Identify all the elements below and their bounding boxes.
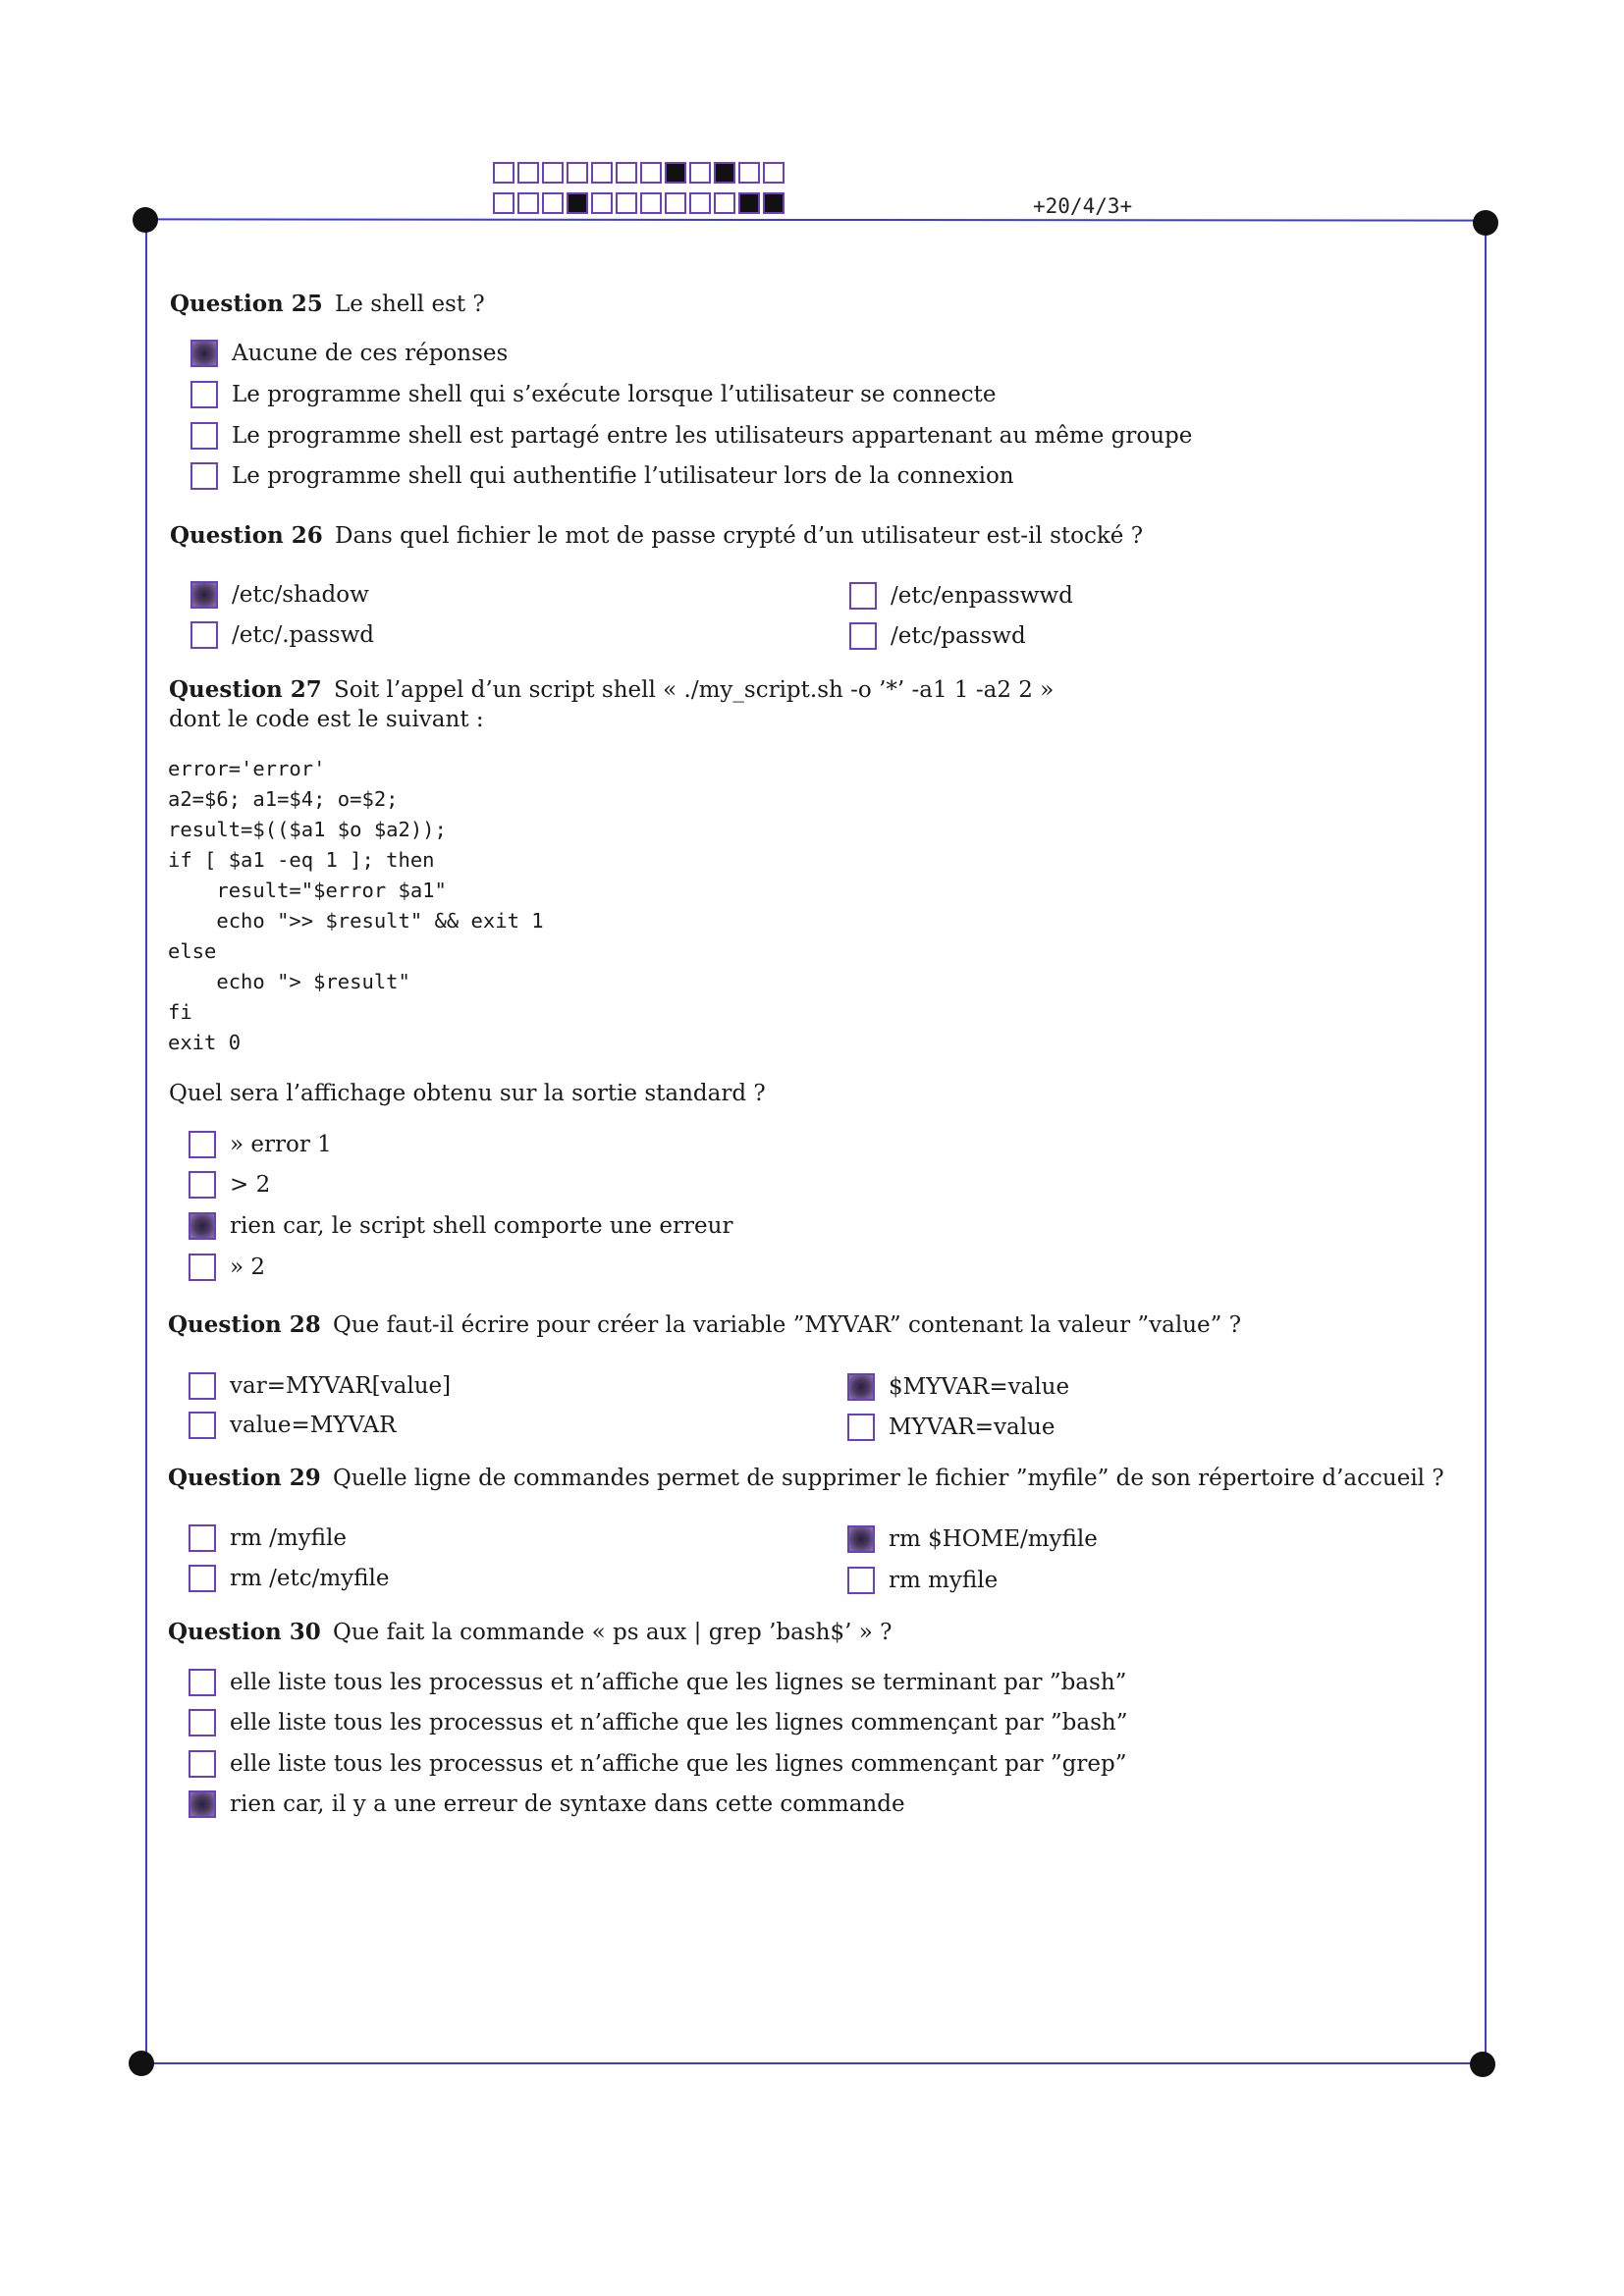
frame-right-line — [1485, 221, 1487, 2062]
option-label: rien car, le script shell comporte une erreur — [230, 1213, 733, 1239]
page-id: +20/4/3+ — [1033, 194, 1133, 218]
id-box-empty — [542, 192, 564, 214]
question-text: Que fait la commande « ps aux | grep ’bash$’ » ? — [333, 1620, 893, 1645]
checkbox[interactable] — [189, 1254, 216, 1281]
answer-option[interactable] — [189, 1254, 265, 1281]
checkbox[interactable] — [847, 1414, 875, 1441]
option-label: > 2 — [230, 1172, 271, 1198]
option-label: /etc/.passwd — [232, 622, 374, 648]
frame-left-line — [145, 221, 147, 2062]
answer-option[interactable] — [189, 1524, 347, 1552]
option-label: Le programme shell qui s’exécute lorsque l’utilisateur se connecte — [232, 382, 997, 407]
answer-option[interactable] — [849, 622, 1026, 650]
checkbox-checked[interactable] — [847, 1373, 875, 1401]
answer-option[interactable] — [189, 1412, 396, 1439]
id-box-empty — [763, 162, 785, 184]
id-box-filled — [763, 192, 785, 214]
question-27-continuation: dont le code est le suivant : — [169, 707, 484, 732]
frame-top-line — [145, 218, 1489, 221]
answer-option[interactable] — [190, 462, 1014, 490]
option-label: /etc/passwd — [891, 623, 1026, 649]
option-label: value=MYVAR — [230, 1413, 397, 1438]
question-number: Question 25 — [170, 291, 323, 317]
question-number: Question 26 — [170, 522, 323, 549]
code-block: error='error' a2=$6; a1=$4; o=$2; result=$(($a1 $o $a2)); if [ $a1 -eq 1 ]; then result="$error $a1" echo ">> $result" && exit 1 else echo "> $result" fi exit 0 — [168, 757, 544, 1054]
option-label: var=MYVAR[value] — [230, 1373, 452, 1399]
question-28-title — [168, 1311, 1241, 1338]
question-25-title — [170, 291, 485, 317]
option-label: $MYVAR=value — [889, 1374, 1070, 1400]
question-text: Soit l’appel d’un script shell « ./my_script.sh -o ’*’ -a1 1 -a2 2 » — [334, 677, 1055, 703]
id-box-empty — [517, 192, 539, 214]
checkbox[interactable] — [849, 582, 877, 610]
id-box-empty — [616, 162, 637, 184]
question-text: Que faut-il écrire pour créer la variable ”MYVAR” contenant la valeur ”value” ? — [333, 1312, 1242, 1338]
id-box-filled — [665, 162, 686, 184]
answer-option[interactable] — [189, 1790, 905, 1818]
answer-option[interactable] — [847, 1567, 998, 1594]
question-number: Question 30 — [168, 1619, 321, 1645]
answer-option[interactable] — [189, 1171, 270, 1199]
option-label: » 2 — [230, 1255, 266, 1280]
id-box-empty — [640, 162, 662, 184]
question-27-prompt: Quel sera l’affichage obtenu sur la sortie standard ? — [169, 1081, 766, 1106]
corner-marker-bottom-right — [1470, 2052, 1495, 2077]
option-label: MYVAR=value — [889, 1415, 1056, 1440]
question-number: Question 27 — [169, 676, 322, 703]
id-box-empty — [616, 192, 637, 214]
id-box-empty — [591, 162, 613, 184]
checkbox[interactable] — [189, 1131, 216, 1158]
id-box-empty — [542, 162, 564, 184]
question-text: Le shell est ? — [335, 292, 485, 317]
answer-option[interactable] — [189, 1565, 389, 1592]
answer-option[interactable] — [189, 1131, 332, 1158]
option-label: rm myfile — [889, 1568, 999, 1593]
id-box-empty — [517, 162, 539, 184]
checkbox-checked[interactable] — [847, 1525, 875, 1553]
question-number: Question 29 — [168, 1465, 321, 1491]
checkbox[interactable] — [190, 462, 218, 490]
answer-option[interactable] — [849, 582, 1073, 610]
id-box-empty — [493, 162, 514, 184]
corner-marker-top-left — [133, 207, 158, 233]
option-label: Le programme shell qui authentifie l’utilisateur lors de la connexion — [232, 463, 1014, 489]
answer-option[interactable] — [190, 621, 374, 649]
checkbox[interactable] — [189, 1372, 216, 1400]
option-label: /etc/shadow — [232, 582, 369, 608]
option-label: elle liste tous les processus et n’affiche que les lignes se terminant par ”bash” — [230, 1670, 1127, 1695]
question-30-title — [168, 1619, 892, 1645]
question-29-title — [168, 1465, 1444, 1491]
answer-option[interactable] — [189, 1212, 732, 1240]
option-label: » error 1 — [230, 1132, 332, 1157]
id-box-filled — [738, 192, 760, 214]
id-box-empty — [689, 192, 711, 214]
answer-option[interactable] — [189, 1709, 1128, 1736]
frame-bottom-line — [141, 2062, 1485, 2064]
answer-option[interactable] — [847, 1525, 1098, 1553]
checkbox[interactable] — [189, 1750, 216, 1778]
option-label: rm $HOME/myfile — [889, 1526, 1098, 1552]
option-label: rm /etc/myfile — [230, 1566, 390, 1591]
checkbox[interactable] — [190, 381, 218, 408]
question-number: Question 28 — [168, 1311, 321, 1338]
checkbox[interactable] — [189, 1524, 216, 1552]
option-label: elle liste tous les processus et n’affiche que les lignes commençant par ”bash” — [230, 1710, 1128, 1735]
question-text: Dans quel fichier le mot de passe crypté d’un utilisateur est-il stocké ? — [335, 523, 1144, 549]
checkbox[interactable] — [190, 422, 218, 450]
checkbox[interactable] — [189, 1412, 216, 1439]
option-label: /etc/enpasswwd — [891, 583, 1073, 609]
id-box-empty — [738, 162, 760, 184]
checkbox[interactable] — [847, 1567, 875, 1594]
id-box-filled — [714, 162, 735, 184]
option-label: rm /myfile — [230, 1525, 347, 1551]
checkbox[interactable] — [849, 622, 877, 650]
id-box-empty — [640, 192, 662, 214]
checkbox[interactable] — [189, 1171, 216, 1199]
checkbox-checked[interactable] — [189, 1212, 216, 1240]
question-27-title — [169, 676, 1054, 703]
checkbox[interactable] — [189, 1709, 216, 1736]
id-box-empty — [689, 162, 711, 184]
answer-option[interactable] — [190, 422, 1192, 450]
id-box-empty — [567, 162, 588, 184]
answer-option[interactable] — [189, 1372, 451, 1400]
id-box-empty — [714, 192, 735, 214]
option-label: Aucune de ces réponses — [232, 341, 509, 366]
corner-marker-bottom-left — [129, 2051, 154, 2076]
id-box-empty — [665, 192, 686, 214]
answer-option[interactable] — [190, 340, 508, 367]
option-label: rien car, il y a une erreur de syntaxe dans cette commande — [230, 1791, 905, 1817]
answer-option[interactable] — [189, 1669, 1126, 1696]
option-label: Le programme shell est partagé entre les utilisateurs appartenant au même groupe — [232, 423, 1193, 449]
checkbox-checked[interactable] — [190, 581, 218, 609]
checkbox-checked[interactable] — [189, 1790, 216, 1818]
question-26-title — [170, 522, 1143, 549]
id-box-empty — [493, 192, 514, 214]
checkbox[interactable] — [190, 621, 218, 649]
checkbox[interactable] — [189, 1565, 216, 1592]
id-code-row-2 — [493, 192, 787, 214]
answer-option[interactable] — [189, 1750, 1127, 1778]
answer-option[interactable] — [190, 381, 997, 408]
answer-option[interactable] — [847, 1414, 1055, 1441]
id-box-filled — [567, 192, 588, 214]
checkbox-checked[interactable] — [190, 340, 218, 367]
answer-option[interactable] — [190, 581, 369, 609]
corner-marker-top-right — [1473, 210, 1498, 236]
checkbox[interactable] — [189, 1669, 216, 1696]
id-code-row-1 — [493, 162, 787, 184]
option-label: elle liste tous les processus et n’affiche que les lignes commençant par ”grep” — [230, 1751, 1127, 1777]
id-box-empty — [591, 192, 613, 214]
answer-option[interactable] — [847, 1373, 1069, 1401]
question-text: Quelle ligne de commandes permet de supprimer le fichier ”myfile” de son répertoire d’accueil ? — [333, 1466, 1444, 1491]
